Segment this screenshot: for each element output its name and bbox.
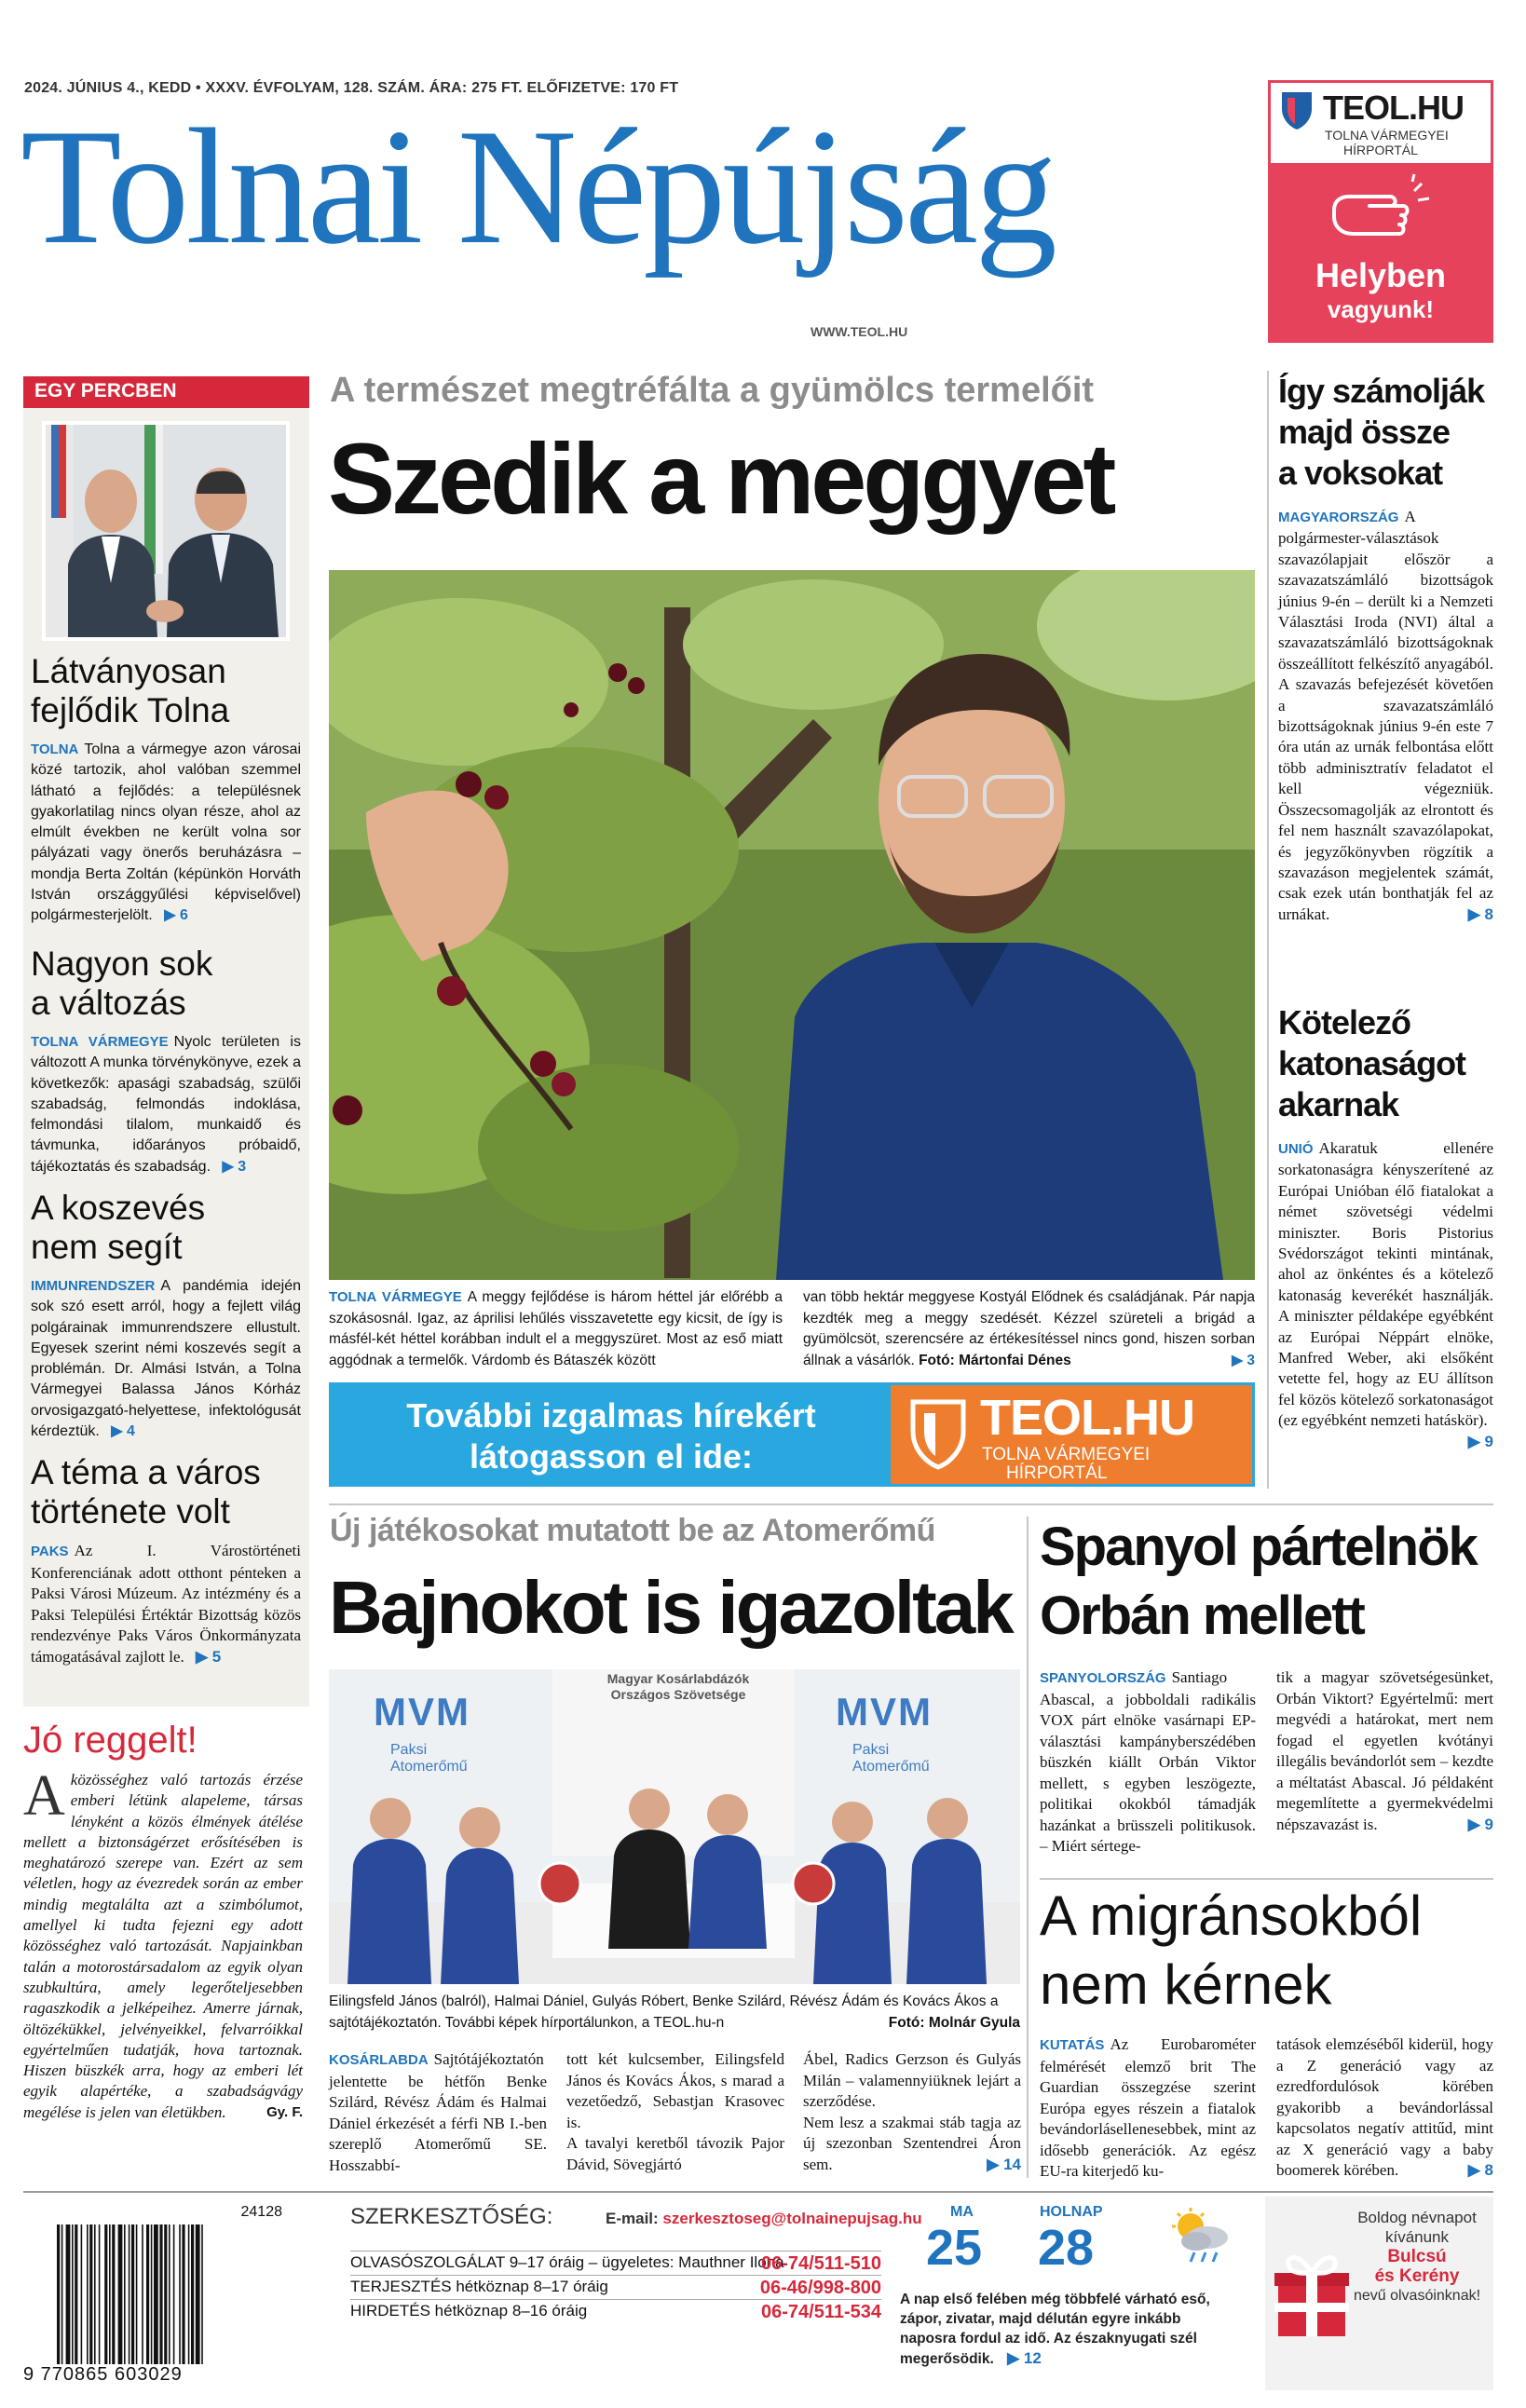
nameday-box [1265, 2197, 1493, 2390]
teol-logo-shield-icon [1280, 90, 1314, 131]
barcode [23, 2204, 331, 2390]
barcode-bar [191, 2224, 194, 2364]
barcode-bar [57, 2224, 60, 2364]
barcode-bar [164, 2224, 167, 2364]
right-story-text: MAGYARORSZÁG A polgármester-választások szavazólapjait először a szavazatszámláló bizottságok június 9-én – derült ki a Nemzeti Választási Iroda (NVI) által a szavazatszámláló bizottságoknak összeállított felkészítő anyagából. A szavazás befejezését követően a szavazatszámláló bizottságoknak június 9-én este 7 óra után az urnák felbontása előtt több adminisztratív feladatot el kell végezniük. Összecsomagolják az elrontott és fel nem használt szavazólapokat, és jegyzőkönyvben rögzítik a szavazáson megjelentek számát, csak ezek után bonthatják fel az urnákat. ▶ 8 [1278, 507, 1493, 925]
barcode-bar [61, 2224, 63, 2364]
sidebar-item-text: TOLNA VÁRMEGYE Nyolc területen is változott A munka törvénykönyve, ezek a következők: apasági szabadság, szülői szabadság, felmondás indoklása, felmondási tilalom, munkaidő és távmunka, időarányos próbaidő, tájékoztatás és szabadság. ▶ 3 [31, 1034, 301, 1175]
teol-box-slogan1: Helyben [1315, 256, 1447, 294]
weather-tomorrow-temp: 28 [1038, 2220, 1095, 2276]
page-ref[interactable]: ▶ 6 [164, 907, 188, 924]
barcode-bar [129, 2224, 130, 2364]
sport-col3: Ábel, Radics Gerzson és Gulyás Milán – valamennyiüknek lejárt a szerződése. Nem lesz a szakmai stáb tagja az új szezonban Szentendrei Áron sem. ▶ 14 [803, 2049, 1021, 2175]
weather-tomorrow-label: HOLNAP [1040, 2204, 1103, 2220]
barcode-bar [104, 2224, 107, 2364]
sport-headline[interactable]: Bajnokot is igazoltak [329, 1566, 1012, 1649]
page-ref[interactable]: ▶ 9 [1467, 1815, 1493, 1833]
barcode-bar [87, 2224, 89, 2364]
horizontal-divider [1040, 1878, 1493, 1880]
masthead-url[interactable]: WWW.TEOL.HU [811, 324, 908, 339]
lead-headline[interactable]: Szedik a meggyet [328, 422, 1113, 535]
barcode-bar [188, 2224, 190, 2364]
barcode-bar [124, 2224, 126, 2364]
barcode-bar [173, 2224, 175, 2364]
sidebar-item-text: TOLNA Tolna a vármegye azon városai közé tartozik, ahol valóban szemmel látható a fejlődés: a településnek gyakorlatilag nincs olyan része, ahol az elmúlt években ne került volna sor pályázati vagy önerős beruházásra – mondja Berta Zoltán (képünkön Horváth István országgyűlési képviselővel) polgármesterjelölt. ▶ 6 [31, 741, 301, 924]
migrants-headline[interactable]: A migránsokból nem kérnek [1040, 1884, 1423, 2016]
barcode-bar [94, 2224, 96, 2364]
barcode-bar [182, 2224, 184, 2364]
barcode-isbn: 9 770865 603029 [23, 2364, 183, 2385]
teol-logo-shield-icon [909, 1398, 967, 1476]
sidebar-item-title: Látványosan fejlődik Tolna [31, 652, 230, 729]
sidebar-item[interactable] [31, 1189, 301, 1442]
page-ref[interactable]: ▶ 4 [111, 1423, 135, 1440]
good-morning-title: Jó reggelt! [23, 1720, 198, 1761]
lead-caption-col2: van több hektár meggyese Kostyál Elődnek és családjának. Pár napja kezdték meg a meggy szedését. Kézzel szüreteli a brigád a gyümölcsöt, szerencsére az értékesítéssel nincs gond, hiszen sorban állnak a vásárlók. Fotó: Mártonfai Dénes ▶ 3 [803, 1287, 1255, 1371]
barcode-bar [201, 2224, 203, 2364]
sport-col2: tott két kulcsember, Eilingsfeld János és Kovács Ákos, s marad a vezetőedző, Sebastjan Krasovec is. A tavalyi keretből távozik Pajor Dávid, Sövegjártó [566, 2050, 784, 2173]
page-ref[interactable]: ▶ 5 [196, 1647, 222, 1666]
barcode-bar [75, 2224, 77, 2364]
nameday-text: Boldog névnapot kívánunk Bulcsú és Kerény nevű olvasóinknak! [1353, 2209, 1481, 2304]
weather-today-label: MA [950, 2204, 974, 2220]
right-story-title: Kötelező katonaságot akarnak [1278, 1003, 1466, 1123]
lead-kicker: A természet megtréfálta a gyümölcs termelőit [330, 371, 1095, 410]
spain-col2: tik a magyar szövetségesünket, Orbán Viktort? Egyértelmű: mert megvédi a határokat, mert nem fogad el egyetlen kvótányi illegális bevándorlót sem – kezdte a méltatást Abascal. Jó példaként megemlítette a gyermekvédelmi népszavazást is. ▶ 9 [1276, 1667, 1493, 1835]
barcode-bar [154, 2224, 158, 2364]
barcode-bar [196, 2224, 200, 2364]
lead-caption-col1: TOLNA VÁRMEGYE A meggy fejlődése is három héttel jár előrébb a szokásosnál. Igaz, az áprilisi lehűlés visszavetette egy kicsit, de így is másfél-két héttel korábban indult el a meggyszüret. Most az eső miatt aggódnak a termelők. Várdomb és Bátaszék között [329, 1289, 783, 1368]
page-ref[interactable]: ▶ 9 [1467, 1432, 1493, 1450]
promo-line2: látogasson el ide: [469, 1437, 754, 1476]
promo-banner[interactable] [329, 1382, 1255, 1487]
lead-photo[interactable] [329, 570, 1255, 1280]
teol-box-slogan2: vagyunk! [1327, 295, 1435, 323]
weather-box [900, 2204, 1254, 2390]
column-divider [1267, 371, 1269, 1489]
sidebar-item-text: PAKS Az I. Várostörténeti Konferenciának adott otthont pénteken a Paksi Városi Múzeum. Az intézmény és a Paksi Települési Értéktár Bizottság közös rendezvénye Paks Város Önkormányzata támogatásával zajlott le. ▶ 5 [31, 1542, 301, 1666]
promo-sub1: TOLNA VÁRMEGYEI [982, 1445, 1151, 1464]
teol-box-sub2: HÍRPORTÁL [1343, 143, 1418, 157]
phone-number[interactable]: 06-74/511-510 [760, 2253, 881, 2274]
good-morning-author: Gy. F. [266, 2104, 303, 2121]
barcode-bar [136, 2224, 138, 2364]
right-story[interactable] [1278, 1002, 1493, 1452]
promo-orange-panel [891, 1385, 1252, 1484]
sidebar-item-tag: TOLNA [31, 741, 79, 757]
promo-sub2: HÍRPORTÁL [1006, 1463, 1108, 1483]
editorial-row: TERJESZTÉS hétköznap 8–17 óráig 06-46/998-800 [350, 2275, 881, 2296]
editorial-row: OLVASÓSZOLGÁLAT 9–17 óráig – ügyeletes: Mauthner Ilona 06-74/511-510 [350, 2251, 881, 2272]
teol-box-sub1: TOLNA VÁRMEGYEI [1325, 128, 1449, 143]
right-story-text: UNIÓ Akaratuk ellenére sorkatonaságra kényszerítené az Európai Unióban élő fiatalokat a német szövetségi védelmi miniszter. Boris Pistorius Svédországot tekinti mintának, ahol az önkéntes és a kötelező katonaság keverékét használják. A miniszter példaképe egyébként az Európai Néppárt elnöke, Manfred Weber, aki elsőként vetette fel, hogy az EU állítson fel közös kötelező sorkatonaságot (ez egyébként nemzeti hatáskör). ▶ 9 [1278, 1138, 1493, 1432]
right-story-title: Így számolják majd össze a voksokat [1278, 372, 1485, 492]
pointing-hand-icon [1325, 172, 1437, 252]
teol-box-pink-panel [1271, 163, 1491, 340]
dropcap: A [23, 1764, 65, 1828]
migrants-col1: KUTATÁS Az Eurobarométer felmérését elemző brit The Guardian összegzése szerint Európa egyes részein a fiatalok bevándorlásellenesebbek, mint az idősebb generációk. Az egész EU-ra kiterjedő ku- [1040, 2035, 1256, 2180]
sidebar-header: EGY PERCBEN [23, 376, 309, 408]
page-ref[interactable]: ▶ 3 [222, 1158, 247, 1175]
barcode-bar [142, 2224, 143, 2364]
sport-photo-banner: Magyar Kosárlabdázók Országos Szövetsége [606, 1671, 750, 1702]
sun-cloud-rain-icon [1166, 2206, 1232, 2272]
sidebar-item-title: Nagyon sok a változás [31, 945, 213, 1022]
weather-text: A nap első felében még többfelé várható eső, zápor, zivatar, majd délután egyre inkább naposra fordul az idő. Az északnyugati szél megerősödik. ▶ 12 [900, 2292, 1210, 2367]
sidebar-photo [42, 421, 290, 641]
sidebar-item-title: A koszevés nem segít [31, 1189, 206, 1266]
editorial-title: SZERKESZTŐSÉG: [350, 2204, 553, 2229]
good-morning-column [23, 1764, 303, 2121]
editorial-email[interactable]: E-mail: szerkesztoseg@tolnainepujsag.hu [606, 2210, 922, 2227]
barcode-bar [179, 2224, 181, 2364]
teol-promo-box[interactable] [1268, 80, 1493, 343]
barcode-bar [89, 2224, 92, 2364]
page-ref[interactable]: ▶ 8 [1467, 905, 1493, 923]
sport-photo-brand-left-sub: Paksi Atomerőmű [390, 1742, 468, 1775]
barcode-bar [151, 2224, 153, 2364]
gift-icon [1273, 2243, 1351, 2345]
barcode-bar [112, 2224, 115, 2364]
barcode-bar [169, 2224, 170, 2364]
weather-today-temp: 25 [926, 2220, 983, 2276]
sidebar-item-text: IMMUNRENDSZER A pandémia idején sok szó esett arról, hogy a fejlett világ polgárainak immunrendszere ellustult. Egyesek szerint némi koszevés segít a problémán. Dr. Almási István, a Tolna Vármegyei Balassa János Kórház orvosigazgató-helyettese, infektológusát kérdeztük. ▶ 4 [31, 1278, 301, 1440]
barcode-bar [99, 2224, 101, 2364]
sport-caption: Eilingsfeld János (balról), Halmai Dániel, Gulyás Róbert, Benke Szilárd, Révész Ádám és Kovács Ákos a sajtótájékoztatón. További képek hírportálunkon, a TEOL.hu-n Fotó: Molnár Gyula [329, 1993, 1020, 2031]
barcode-bar [159, 2224, 162, 2364]
barcode-bar [131, 2224, 134, 2364]
footer-top-rule [23, 2191, 1493, 2193]
horizontal-divider [329, 1503, 1493, 1505]
good-morning-text: Aközösséghez való tartozás érzése emberi létünk alapeleme, társas lényként a közös élmények átélése mellett a biztonságérzet erősítésében is meghatározó szerepe van. Ezért az sem véletlen, hogy az évezredek során az ember mindig megtalálta azt a szimbólumot, amellyel ki tudta fejezni egy adott közösséghez való tartozását. Napjainkban talán a motorostársadalom az egyik olyan szubkultúra, amely legerőteljesebben ragaszkodik a jelképeihez. Amerre járnak, öltözékükkel, jelvényeikkel, felvarróikkal egyértelműen tudatják, hova tartoznak. Hiszen büszkék arra, hogy az emberi lét egyik alapértéke, a szabadságvágy megélése is jelen van életükben. [23, 1764, 303, 2121]
phone-number[interactable]: 06-74/511-534 [760, 2302, 881, 2322]
sidebar-item-title: A téma a város története volt [31, 1453, 261, 1531]
phone-number[interactable]: 06-46/998-800 [759, 2278, 881, 2298]
sidebar-item[interactable] [31, 652, 301, 927]
promo-line1: További izgalmas hírekért [406, 1396, 816, 1435]
spain-headline[interactable]: Spanyol pártelnök Orbán mellett [1040, 1517, 1477, 1646]
sport-photo-brand-right: MVM [836, 1690, 933, 1734]
page-ref[interactable]: ▶ 8 [1467, 2161, 1493, 2179]
page-ref[interactable]: ▶ 3 [1232, 1352, 1255, 1368]
barcode-bar [72, 2224, 74, 2364]
barcode-issue-number: 24128 [240, 2204, 282, 2220]
barcode-bar [109, 2224, 111, 2364]
barcode-bar [81, 2224, 83, 2364]
migrants-col2: tatások elemzéséből kiderül, hogy a Z generáció vagy az ezredfordulósok körében gyakoribb a bevándorlással kapcsolatos negatív attitűd, mint az X generáció vagy a baby boomerek körében. ▶ 8 [1276, 2034, 1493, 2182]
barcode-bars [57, 2224, 280, 2369]
sport-photo[interactable] [329, 1669, 1020, 1984]
sidebar-item[interactable] [31, 945, 301, 1177]
barcode-bar [118, 2224, 123, 2364]
dateline: 2024. JÚNIUS 4., KEDD • XXXV. ÉVFOLYAM, 128. SZÁM. ÁRA: 275 FT. ELŐFIZETVE: 170 FT [24, 80, 679, 96]
page-ref[interactable]: ▶ 12 [1007, 2349, 1042, 2367]
right-story[interactable] [1278, 371, 1493, 925]
sidebar-item[interactable] [31, 1453, 301, 1667]
sport-kicker: Új játékosokat mutatott be az Atomerőmű [330, 1513, 935, 1548]
teol-box-brand: TEOL.HU [1323, 88, 1464, 127]
editorial-row: HIRDETÉS hétköznap 8–16 óráig 06-74/511-534 [350, 2299, 881, 2320]
barcode-bar [66, 2224, 71, 2364]
spain-col1: SPANYOLORSZÁG Santiago Abascal, a jobboldali radikális VOX párt elnöke vasárnapi EP-választási kampányberszédében büszkén kiállt Orbán Viktor mellett, s egyben leszögezte, politikai okokból támadják hazánkat a brüsszeli politikusok. – Miért sértege- [1040, 1668, 1256, 1855]
sport-col1: KOSÁRLABDA Sajtótájékoztatón jelentette be hétfőn Benke Szilárd, Révész Ádám és Halmai Dániel érkezését a férfi NB I.-ben szereplő Atomerőmű SE. Hosszabbí- [329, 2050, 547, 2174]
column-divider [1027, 1517, 1029, 2178]
sport-photo-brand-right-sub: Paksi Atomerőmű [852, 1742, 930, 1775]
page-ref[interactable]: ▶ 14 [987, 2155, 1021, 2173]
promo-brand: TEOL.HU [980, 1390, 1194, 1446]
masthead-title: Tolnai Népújság [20, 94, 1054, 279]
sport-photo-brand-left: MVM [374, 1690, 470, 1734]
barcode-bar [146, 2224, 149, 2364]
